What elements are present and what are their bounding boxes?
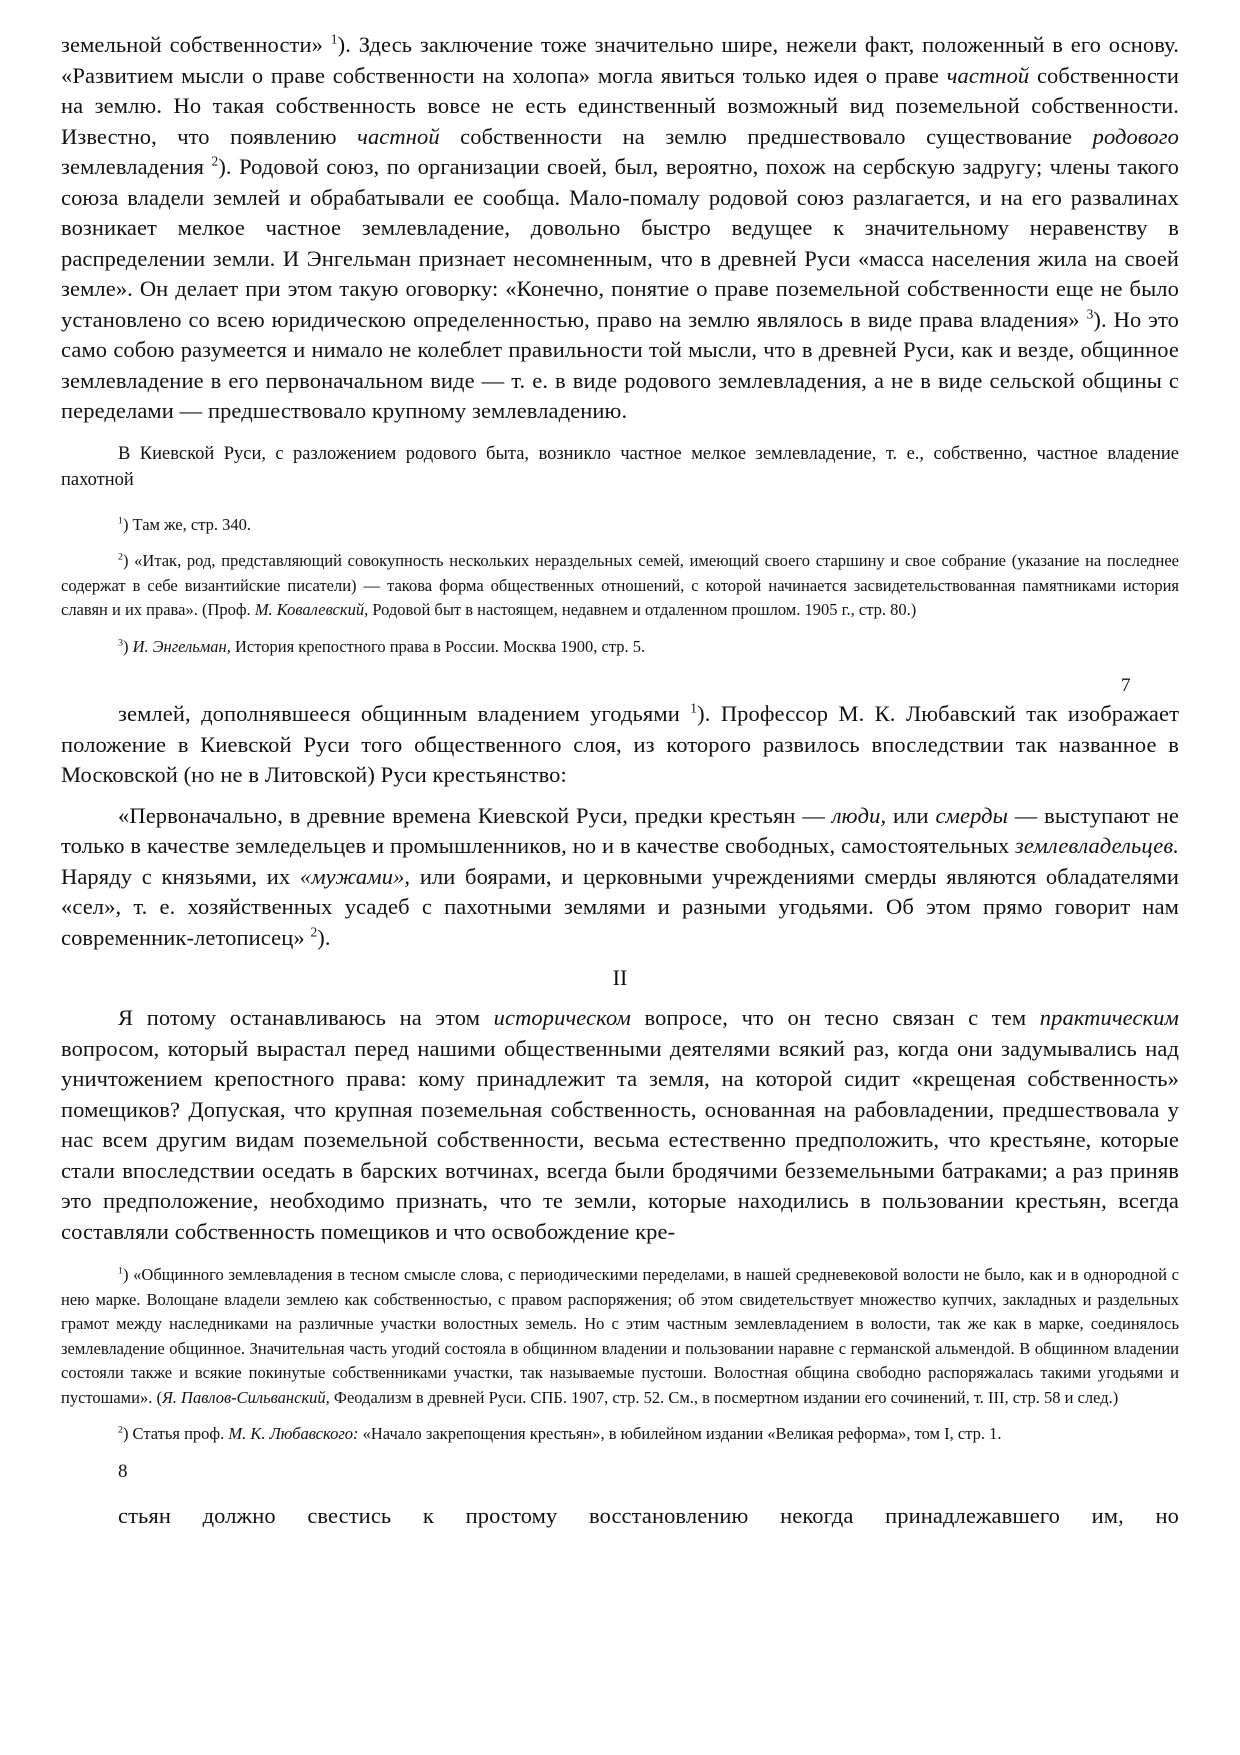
paragraph-historical-question xyxy=(61,1003,1179,1247)
italic-term: частной xyxy=(357,123,440,149)
page-content xyxy=(61,30,1179,1531)
text-run: ). Родовой союз, по организации своей, был, вероятно, похож на сербскую задругу; члены такого союза владели землей и обрабатывали ее сообща. Мало-помалу родовой союз разлагается, и на его развалинах возникает мелкое частное землевладение, довольно быстро ведущее к значительному неравенству в распределении земли. И Энгельман признает несомненным, что в древней Руси «масса населения жила на своей земле». Он делает при этом такую оговорку: «Конечно, понятие о праве поземельной собственности еще не было установлено со всею юридическою определенностью, право на землю являлось в виде права владения» xyxy=(61,154,1180,332)
footnote-mark: 1 xyxy=(118,515,123,526)
footnote-text: ) «Итак, род, представляющий совокупность нескольких нераздельных семей, имеющий своего старшину и свое собрание (указание на последнее содержат в себе византийские писатели) — такова форма общественных отношений, с которой начинается засвидетельствованная памятниками история славян и их права». (Проф. xyxy=(61,551,1179,619)
text-run: Наряду с князьями, их xyxy=(61,863,291,889)
section-heading-text: II xyxy=(612,965,628,990)
footnote-text: ) xyxy=(122,636,129,656)
footnote-author: М. Ковалевский, xyxy=(254,600,369,619)
text-run: ). xyxy=(317,924,331,950)
footnote-ref[interactable]: 2 xyxy=(310,924,318,939)
footnote-ref[interactable]: 1 xyxy=(330,31,338,47)
footnote-text: ) Там же, стр. 340. xyxy=(122,514,251,534)
footnote-text: ) Статья проф. xyxy=(122,1424,225,1443)
text-run: Я потому останавливаюсь на этом xyxy=(118,1005,481,1030)
text-run: или боярами, и церковными учреждениями смерды являются обладателями «сел», т. е. хозяйственных усадеб с пахотными землями и разными угодьями. Об этом прямо говорит нам современник-летописец» xyxy=(61,863,1180,950)
footnote-text: «Начало закрепощения крестьян», в юбилейном издании «Великая реформа», том I, стр. 1. xyxy=(362,1424,1002,1443)
footnote-mark: 2 xyxy=(118,1424,123,1436)
italic-term: родового xyxy=(1092,123,1179,149)
page-number xyxy=(61,675,1179,697)
footnote-author: М. К. Любавского: xyxy=(228,1424,359,1443)
footnote-ref[interactable]: 1 xyxy=(690,700,698,716)
footnote-text: Родовой быт в настоящем, недавнем и отдаленном прошлом. 1905 г., стр. 80.) xyxy=(372,600,917,619)
italic-term: люди, xyxy=(831,802,887,828)
italic-term: смерды xyxy=(935,802,1008,828)
section-heading xyxy=(61,965,1179,991)
text-run: землевладения xyxy=(61,154,205,179)
paragraph-land-ownership xyxy=(61,30,1179,427)
footnote-3 xyxy=(61,635,1179,660)
paragraph-continuation xyxy=(61,1501,1179,1532)
paragraph-quote xyxy=(61,801,1179,954)
text-run: вопросе, что он тесно связан с тем xyxy=(644,1005,1027,1030)
footnote-mark: 1 xyxy=(118,1265,123,1277)
page-number xyxy=(61,1461,1179,1483)
page-number-value: 8 xyxy=(118,1460,128,1482)
italic-term: практическим xyxy=(1039,1005,1179,1030)
paragraph-lyubavsky xyxy=(61,699,1179,791)
footnote-text: Феодализм в древней Руси. СПБ. 1907, стр. 52. См., в посмертном издании его сочинений, т. III, стр. 58 и след.) xyxy=(333,1387,1119,1407)
footnote-author: И. Энгельман, xyxy=(132,636,231,656)
footnote-author: Я. Павлов-Сильванский, xyxy=(161,1387,330,1407)
text-run: стьян должно свестись к простому восстановлению некогда принадлежавшего им, но xyxy=(118,1502,1179,1528)
footnote-ref[interactable]: 3 xyxy=(1086,306,1094,321)
text-run: ). Но это само собою разумеется и нимало не колеблет правильности той мысли, что в древней Руси, как и везде, общинное землевладение в его первоначальном виде — т. е. в виде родового землевладения, а не в виде сельской общины с переделами — предшествовало крупному землевладению. xyxy=(61,306,1179,423)
footnote-lyubavsky xyxy=(61,1422,1179,1447)
paragraph-kievan-rus xyxy=(61,441,1179,493)
italic-term: частной xyxy=(946,62,1030,88)
page-number-value: 7 xyxy=(1121,675,1131,696)
text-run: «Первоначально, в древние времена Киевской Руси, предки крестьян — xyxy=(118,802,825,828)
italic-term: историческом xyxy=(493,1005,631,1030)
footnote-2 xyxy=(61,549,1179,623)
text-run: землей, дополнявшееся общинным владением угодьями xyxy=(118,701,680,726)
text-run: или xyxy=(893,802,929,828)
text-run: собственности на землю предшествовало существование xyxy=(460,123,1073,149)
text-run: — выступают не только в качестве земледельцев и промышленников, но и в качестве свободных, самостоятельных xyxy=(61,802,1179,858)
footnote-text: ) «Общинного землевладения в тесном смысле слова, с периодическими переделами, в нашей средневековой волости не было, как и в однородной с нею марке. Волощане владели землею как собственностью, с правом распоряжения; об этом свидетельствует множество купчих, закладных и раздельных грамот между наследниками на различные участки волостных земель. Но с этим частным землевладением в волости, так же как в марке, соединялось землевладение общинное. Значительная часть угодий состояла в общинном владении и пользовании наравне с германской альмендой. В общинном владении состояли также и всякие покинутые собственниками участки, так называемые пустоши. Волостная община свободно распоряжалась такими угодьями и пустошами». ( xyxy=(61,1265,1179,1407)
text-run: земельной собственности» xyxy=(61,32,323,57)
footnote-mark: 3 xyxy=(118,637,123,648)
footnote-ref[interactable]: 2 xyxy=(211,153,219,169)
footnote-pavlov xyxy=(61,1263,1179,1410)
text-run: ). Профессор М. К. Любавский так изображает положение в Киевской Руси того общественного слоя, из которого развилось впоследствии так названное в Московской (но не в Литовской) Руси крестьянство: xyxy=(61,701,1179,787)
footnote-text: История крепостного права в России. Москва 1900, стр. 5. xyxy=(235,636,646,656)
footnote-1 xyxy=(61,513,1179,538)
footnote-mark: 2 xyxy=(118,551,123,563)
italic-term: «мужами», xyxy=(299,863,411,889)
text-run: вопросом, который вырастал перед нашими общественными деятелями всякий раз, когда они задумывались над уничтожением крепостного права: кому принадлежит та земля, на которой сидит «крещеная собственность» помещиков? Допуская, что крупная поземельная собственность, основанная на рабовладении, предшествовала у нас всем другим видам поземельной собственности, весьма естественно предположить, что крестьяне, которые стали впоследствии оседать в барских вотчинах, всегда были бродячими безземельными батраками; а раз приняв это предположение, необходимо признать, что те земли, которые находились в пользовании крестьян, всегда составляли собственность помещиков и что освобождение кре- xyxy=(61,1035,1179,1244)
text-run: В Киевской Руси, с разложением родового быта, возникло частное мелкое землевладение, т. е., собственно, частное владение пахотной xyxy=(61,443,1179,490)
italic-term: землевладельцев. xyxy=(1015,833,1179,858)
text-run: собственности на землю. Но такая собственность вовсе не есть единственный возможный вид поземельной собственности. Известно, что появлению xyxy=(61,62,1179,149)
text-run: ). Здесь заключение тоже значительно шире, нежели факт, положенный в его основу. «Развитием мысли о праве собственности на холопа» могла явиться только идея о праве xyxy=(61,32,1179,88)
